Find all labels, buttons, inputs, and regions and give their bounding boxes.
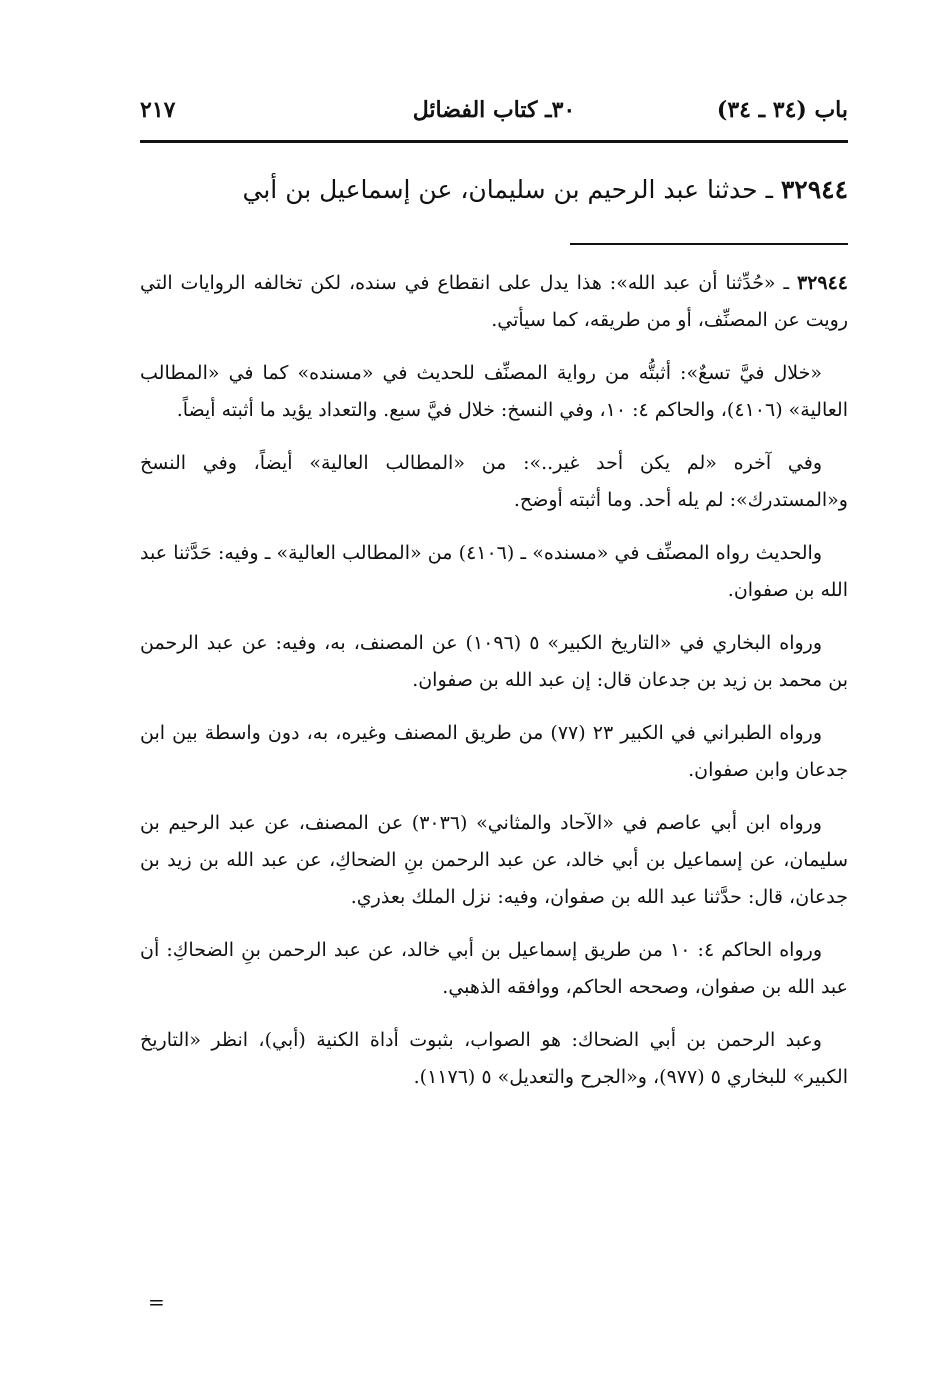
footnote-paragraph: ورواه البخاري في «التاريخ الكبير» ٥ (١٠٩٦) عن المصنف، به، وفيه: عن عبد الرحمن بن محمد بن زيد بن جدعان قال: إن عبد الله بن صفوان. xyxy=(140,632,848,691)
section-title: باب (٣٤ ـ ٣٤) xyxy=(716,97,848,123)
footnotes xyxy=(140,265,848,1112)
hadith-text xyxy=(140,170,848,210)
footnote-paragraph: وفي آخره «لم يكن أحد غير..»: من «المطالب العالية» أيضاً، وفي النسخ و«المستدرك»: لم يله أحد. وما أثبته أوضح. xyxy=(140,452,848,511)
footnote-paragraph: وعبد الرحمن بن أبي الضحاك: هو الصواب، بثبوت أداة الكنية (أبي)، انظر «التاريخ الكبير» للبخاري ٥ (٩٧٧)، و«الجرح والتعديل» ٥ (١١٧٦). xyxy=(140,1029,848,1088)
footnote-paragraph: ورواه الطبراني في الكبير ٢٣ (٧٧) من طريق المصنف وغيره، به، دون واسطة بين ابن جدعان وابن صفوان. xyxy=(140,722,848,781)
header-rule xyxy=(140,140,848,143)
footnote-first-text: ـ «حُدِّثنا أن عبد الله»: هذا يدل على انقطاع في سنده، لكن تخالفه الروايات التي رويت عن المصنِّف، أو من طريقه، كما سيأتي. xyxy=(140,272,848,331)
footnote-separator xyxy=(570,243,848,245)
footnote-first xyxy=(140,265,848,339)
footnote-paragraph: والحديث رواه المصنِّف في «مسنده» ـ (٤١٠٦) من «المطالب العالية» ـ وفيه: حَدَّثنا عبد الله بن صفوان. xyxy=(140,542,848,601)
footnote-paragraph: ورواه الحاكم ٤: ١٠ من طريق إسماعيل بن أبي خالد، عن عبد الرحمن بنِ الضحاكِ: أن عبد الله بن صفوان، وصححه الحاكم، ووافقه الذهبي. xyxy=(140,939,848,998)
hadith-number: ٣٢٩٤٤ xyxy=(780,175,848,204)
page-header xyxy=(140,90,848,130)
continuation-mark: = xyxy=(148,1290,165,1314)
footnote-paragraph: «خلال فيَّ تسعٌ»: أثبتُّه من رواية المصنِّف للحديث في «مسنده» كما في «المطالب العالية» (٤١٠٦)، والحاكم ٤: ١٠، وفي النسخ: خلال فيَّ سبع. والتعداد يؤيد ما أثبته أيضاً. xyxy=(140,362,848,421)
page-number: ٢١٧ xyxy=(140,97,176,123)
chapter-title: ٣٠ـ كتاب الفضائل xyxy=(412,97,576,123)
footnote-number: ٣٢٩٤٤ xyxy=(796,272,848,294)
hadith-body: ـ حدثنا عبد الرحيم بن سليمان، عن إسماعيل بن أبي xyxy=(242,175,781,204)
footnote-paragraph: ورواه ابن أبي عاصم في «الآحاد والمثاني» (٣٠٣٦) عن المصنف، عن عبد الرحيم بن سليمان، عن إسماعيل بن أبي خالد، عن عبد الرحمن بنِ الضحاكِ، عن عبد الله بن زيد بن جدعان، قال: حدَّثنا عبد الله بن صفوان، وفيه: نزل الملك بعذري. xyxy=(140,812,848,908)
